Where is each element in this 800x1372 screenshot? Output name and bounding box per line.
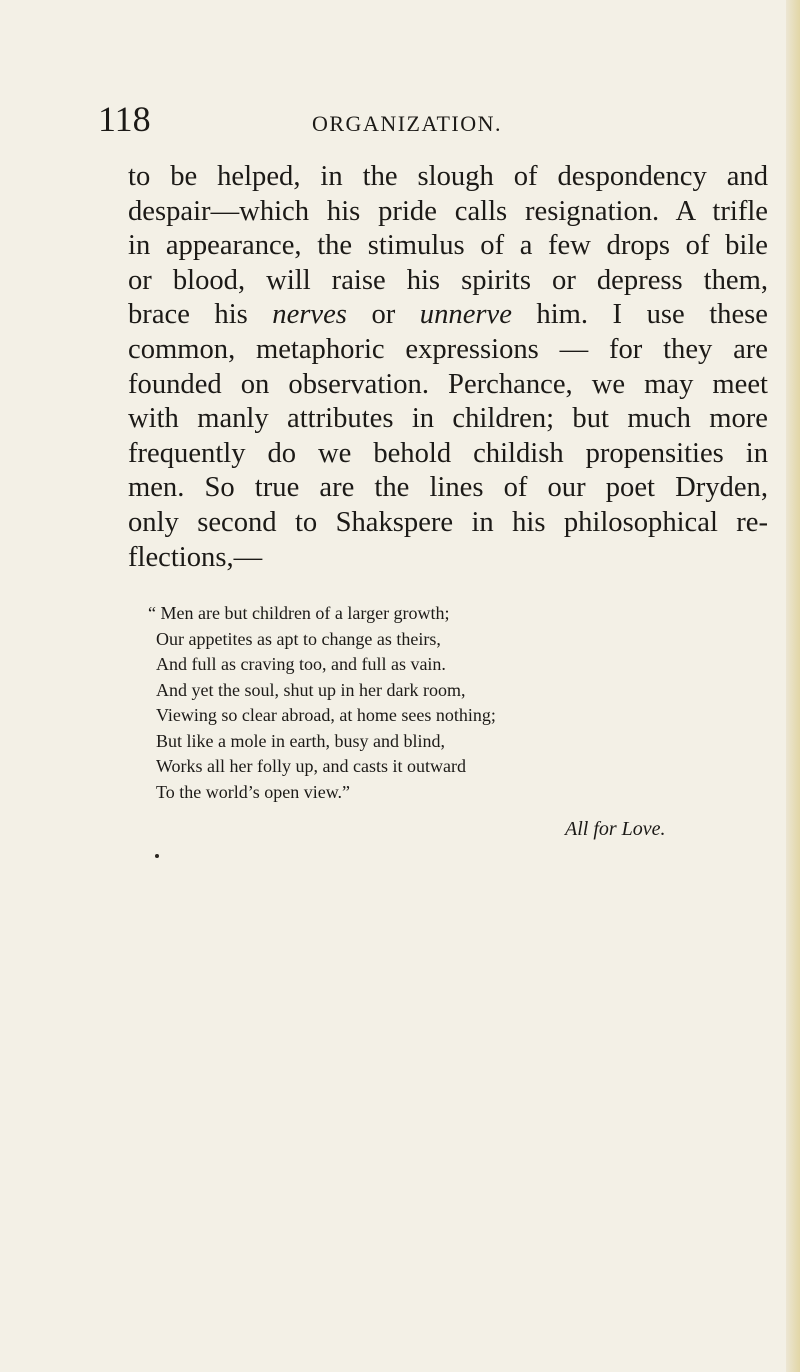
- verse-line: Our appetites as apt to change as theirs,: [156, 628, 441, 649]
- verse-line: Works all her folly up, and casts it outward: [156, 756, 466, 776]
- text-line: men. So true are the lines of our poet Dryden,: [128, 472, 768, 504]
- italic-word: nerves: [272, 299, 347, 331]
- italic-word: unnerve: [419, 299, 512, 331]
- verse-line: And full as craving too, and full as vain.: [156, 654, 446, 674]
- page-number: 118: [98, 99, 151, 139]
- ink-dot: [155, 854, 159, 858]
- text-line: despair—which his pride calls resignation. A trifle: [128, 195, 768, 227]
- verse-line: To the world’s open view.”: [156, 781, 351, 802]
- text-line: only second to Shakspere in his philosophical re-: [128, 506, 768, 538]
- text-line: brace his nerves or unnerve him. I use these: [128, 299, 768, 331]
- text-line: or blood, will raise his spirits or depress them,: [128, 264, 768, 296]
- body-paragraph: [128, 160, 768, 575]
- text-line: flections,—: [128, 541, 263, 573]
- text-line: in appearance, the stimulus of a few drops of bile: [128, 230, 768, 262]
- text-line: common, metaphoric expressions — for they are: [128, 333, 768, 365]
- text-line: with manly attributes in children; but much more: [128, 403, 768, 435]
- verse-line: And yet the soul, shut up in her dark room,: [156, 679, 466, 700]
- page-edge: [786, 0, 800, 1372]
- verse-line: Viewing so clear abroad, at home sees nothing;: [156, 705, 496, 725]
- quote-attribution: All for Love.: [565, 818, 666, 840]
- text-line: frequently do we behold childish propensities in: [128, 437, 768, 469]
- text-line: founded on observation. Perchance, we may meet: [128, 368, 768, 400]
- verse-line: But like a mole in earth, busy and blind,: [156, 730, 445, 751]
- verse-quote: [148, 601, 708, 805]
- running-title: ORGANIZATION.: [312, 111, 502, 136]
- text-line: to be helped, in the slough of despondency and: [128, 161, 768, 192]
- page-header: [98, 98, 728, 144]
- verse-line: “ Men are but children of a larger growth;: [148, 603, 450, 623]
